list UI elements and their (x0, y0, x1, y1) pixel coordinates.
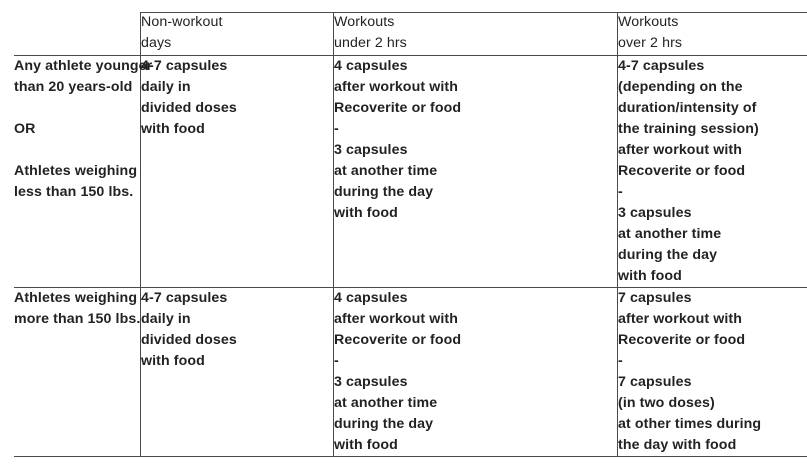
cell-line: 4-7 capsules (141, 290, 228, 306)
cell-line: OR (14, 121, 36, 137)
cell-line: 3 capsules (618, 205, 692, 221)
cell-line: the day with food (618, 437, 737, 453)
cell-line: during the day (334, 416, 434, 432)
cell-line: the training session) (618, 121, 759, 137)
cell-line: - (618, 184, 623, 200)
table-bottom-border (14, 456, 807, 457)
cell-line: with food (141, 353, 205, 369)
header-workouts-over-2-hrs (618, 12, 682, 54)
cell-line: 3 capsules (334, 374, 408, 390)
cell-line: during the day (618, 247, 718, 263)
cell-line: 4 capsules (334, 290, 408, 306)
cell-line: 7 capsules (618, 374, 692, 390)
cell-line: 4-7 capsules (141, 58, 228, 74)
cell-line: 4-7 capsules (618, 58, 705, 74)
cell-line: with food (618, 268, 682, 284)
header-non-workout-days (141, 12, 223, 54)
cell-line: Athletes weighing (14, 290, 138, 306)
cell-line: (depending on the (618, 79, 743, 95)
header-line: Non-workout (141, 14, 223, 30)
cell-line: divided doses (141, 332, 237, 348)
header-line: under 2 hrs (334, 35, 407, 51)
row2-over-2-hrs-cell (618, 288, 761, 456)
header-line: over 2 hrs (618, 35, 683, 51)
cell-line: Recoverite or food (618, 332, 746, 348)
cell-line: daily in (141, 311, 191, 327)
cell-line: with food (141, 121, 205, 137)
cell-line: daily in (141, 79, 191, 95)
cell-line: 4 capsules (334, 58, 408, 74)
cell-line: Athletes weighing (14, 163, 138, 179)
cell-line: with food (334, 205, 398, 221)
header-line: Workouts (334, 14, 395, 30)
cell-line: at other times during (618, 416, 762, 432)
row1-athlete-cell (14, 56, 152, 203)
cell-line: Recoverite or food (334, 332, 462, 348)
header-workouts-under-2-hrs (334, 12, 407, 54)
cell-line: (in two doses) (618, 395, 715, 411)
row2-under-2-hrs-cell (334, 288, 461, 456)
cell-line: duration/intensity of (618, 100, 757, 116)
cell-line (14, 98, 152, 119)
cell-line: 7 capsules (618, 290, 692, 306)
cell-line: Recoverite or food (618, 163, 746, 179)
row2-non-workout-cell (141, 288, 237, 372)
cell-line: Any athlete younger (14, 58, 153, 74)
cell-line: - (334, 121, 339, 137)
cell-line: - (618, 353, 623, 369)
header-line: days (141, 35, 172, 51)
cell-line: divided doses (141, 100, 237, 116)
cell-line: - (334, 353, 339, 369)
cell-line: after workout with (334, 79, 458, 95)
header-top-border (140, 12, 807, 13)
row1-under-2-hrs-cell (334, 56, 461, 224)
cell-line: after workout with (618, 311, 742, 327)
cell-line: at another time (618, 226, 722, 242)
row2-athlete-cell (14, 288, 140, 330)
cell-line: Recoverite or food (334, 100, 462, 116)
cell-line: after workout with (334, 311, 458, 327)
row1-non-workout-cell (141, 56, 237, 140)
cell-line: with food (334, 437, 398, 453)
cell-line: at another time (334, 163, 438, 179)
cell-line: 3 capsules (334, 142, 408, 158)
cell-line: during the day (334, 184, 434, 200)
cell-line: less than 150 lbs. (14, 184, 134, 200)
header-line: Workouts (618, 14, 679, 30)
cell-line: more than 150 lbs. (14, 311, 141, 327)
cell-line: after workout with (618, 142, 742, 158)
row1-over-2-hrs-cell (618, 56, 759, 287)
cell-line (14, 140, 152, 161)
cell-line: than 20 years-old (14, 79, 133, 95)
cell-line: at another time (334, 395, 438, 411)
